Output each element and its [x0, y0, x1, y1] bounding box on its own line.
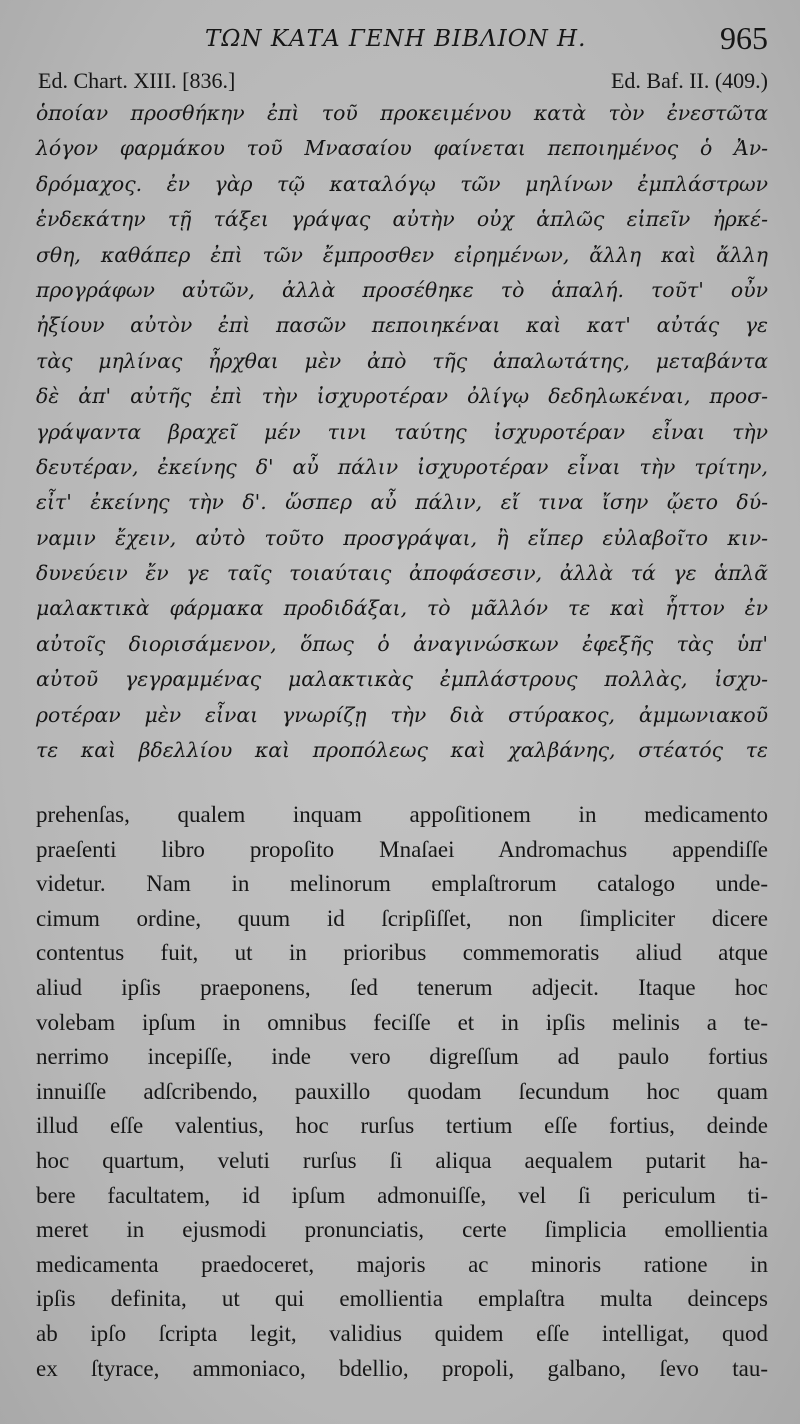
- page-header: [0, 20, 800, 64]
- edition-chartier-ref: Ed. Chart. XIII. [836.]: [38, 68, 236, 93]
- greek-line: προγράφων αὐτῶν, ἀλλὰ προσέθηκε τὸ ἁπαλή. τοῦτ' οὖν: [36, 277, 768, 302]
- greek-line: εἶτ' ἐκείνης τὴν δ'. ὥσπερ αὖ πάλιν, εἴ τινα ἴσην ᾤετο δύ-: [36, 490, 768, 515]
- latin-line: volebam ipſum in omnibus feciſſe et in ipſis melinis a te-: [36, 1009, 768, 1035]
- latin-line: medicamenta praedoceret, majoris ac minoris ratione in: [36, 1251, 768, 1277]
- greek-line: ἠξίουν αὐτὸν ἐπὶ πασῶν πεποιηκέναι καὶ κατ' αὐτάς γε: [36, 313, 768, 338]
- latin-line: ex ſtyrace, ammoniaco, bdellio, propoli, galbano, ſevo tau-: [36, 1355, 768, 1381]
- edition-references: [38, 68, 768, 98]
- latin-line: videtur. Nam in melinorum emplaſtrorum catalogo unde-: [36, 871, 768, 897]
- latin-text-block: [36, 798, 768, 1386]
- latin-line: meret in ejusmodi pronunciatis, certe ſimplicia emollientia: [36, 1217, 768, 1243]
- greek-line: γράψαντα βραχεῖ μέν τινι ταύτης ἰσχυροτέραν εἶναι τὴν: [36, 419, 768, 444]
- greek-line: αὐτοῦ γεγραμμένας μαλακτικὰς ἐμπλάστρους πολλὰς, ἰσχυ-: [36, 667, 768, 692]
- greek-line: αὐτοῖς διορισάμενον, ὅπως ὁ ἀναγινώσκων ἐφεξῆς τὰς ὑπ': [36, 631, 768, 656]
- greek-line: δὲ ἀπ' αὐτῆς ἐπὶ τὴν ἰσχυροτέραν ὀλίγῳ δεδηλωκέναι, προσ-: [36, 384, 768, 409]
- latin-line: prehenſas, qualem inquam appoſitionem in medicamento: [36, 802, 768, 827]
- latin-line: aliud ipſis praeponens, ſed tenerum adjecit. Itaque hoc: [36, 974, 768, 1000]
- latin-line: ipſis definita, ut qui emollientia emplaſtra multa deinceps: [36, 1286, 768, 1312]
- greek-line: μαλακτικὰ φάρμακα προδιδάξαι, τὸ μᾶλλόν τε καὶ ἧττον ἐν: [36, 596, 768, 621]
- latin-line: praeſenti libro propoſito Mnaſaei Andromachus appendiſſe: [36, 836, 768, 862]
- greek-line: σθη, καθάπερ ἐπὶ τῶν ἔμπροσθεν εἰρημένων, ἄλλη καὶ ἄλλη: [36, 242, 768, 267]
- greek-line: δευτέραν, ἐκείνης δ' αὖ πάλιν ἰσχυροτέραν εἶναι τὴν τρίτην,: [36, 454, 768, 479]
- page-number: 965: [720, 20, 768, 56]
- latin-line: ab ipſo ſcripta legit, validius quidem eſſe intelligat, quod: [36, 1320, 768, 1346]
- greek-line: δυνεύειν ἔν γε ταῖς τοιαύταις ἀποφάσεσιν, ἀλλὰ τά γε ἁπλᾶ: [36, 561, 768, 586]
- greek-line: ροτέραν μὲν εἶναι γνωρίζῃ τὴν διὰ στύρακος, ἀμμωνιακοῦ: [36, 702, 768, 727]
- greek-line: τὰς μηλίνας ἦρχθαι μὲν ἀπὸ τῆς ἁπαλωτάτης, μεταβάντα: [36, 348, 768, 373]
- greek-line: λόγον φαρμάκου τοῦ Μνασαίου φαίνεται πεποιημένος ὁ Ἀν-: [36, 136, 768, 161]
- running-title: ΤΩΝ ΚΑΤΑ ΓΕΝΗ ΒΙΒΛΙΟΝ Η.: [205, 26, 587, 52]
- latin-line: cimum ordine, quum id ſcripſiſſet, non ſimpliciter dicere: [36, 905, 768, 931]
- latin-line: illud eſſe valentius, hoc rurſus tertium eſſe fortius, deinde: [36, 1113, 768, 1139]
- latin-line: nerrimo incepiſſe, inde vero digreſſum ad paulo fortius: [36, 1044, 768, 1070]
- latin-line: innuiſſe adſcribendo, pauxillo quodam ſecundum hoc quam: [36, 1078, 768, 1104]
- latin-line: hoc quartum, veluti rurſus ſi aliqua aequalem putarit ha-: [36, 1147, 768, 1173]
- greek-line: ὁποίαν προσθήκην ἐπὶ τοῦ προκειμένου κατὰ τὸν ἐνεστῶτα: [36, 101, 768, 125]
- greek-text-block: [36, 96, 768, 768]
- greek-line: ναμιν ἔχειν, αὐτὸ τοῦτο προσγράψαι, ἢ εἴπερ εὐλαβοῖτο κιν-: [36, 525, 768, 550]
- latin-line: bere facultatem, id ipſum admonuiſſe, vel ſi periculum ti-: [36, 1182, 768, 1208]
- greek-line: δρόμαχος. ἐν γὰρ τῷ καταλόγῳ τῶν μηλίνων ἐμπλάστρων: [36, 171, 768, 196]
- greek-line: τε καὶ βδελλίου καὶ προπόλεως καὶ χαλβάνης, στέατός τε: [36, 738, 768, 763]
- greek-line: ἑνδεκάτην τῇ τάξει γράψας αὐτὴν οὐχ ἁπλῶς εἰπεῖν ἠρκέ-: [36, 207, 768, 232]
- latin-line: contentus fuit, ut in prioribus commemoratis aliud atque: [36, 940, 768, 966]
- edition-basel-ref: Ed. Baf. II. (409.): [610, 68, 768, 93]
